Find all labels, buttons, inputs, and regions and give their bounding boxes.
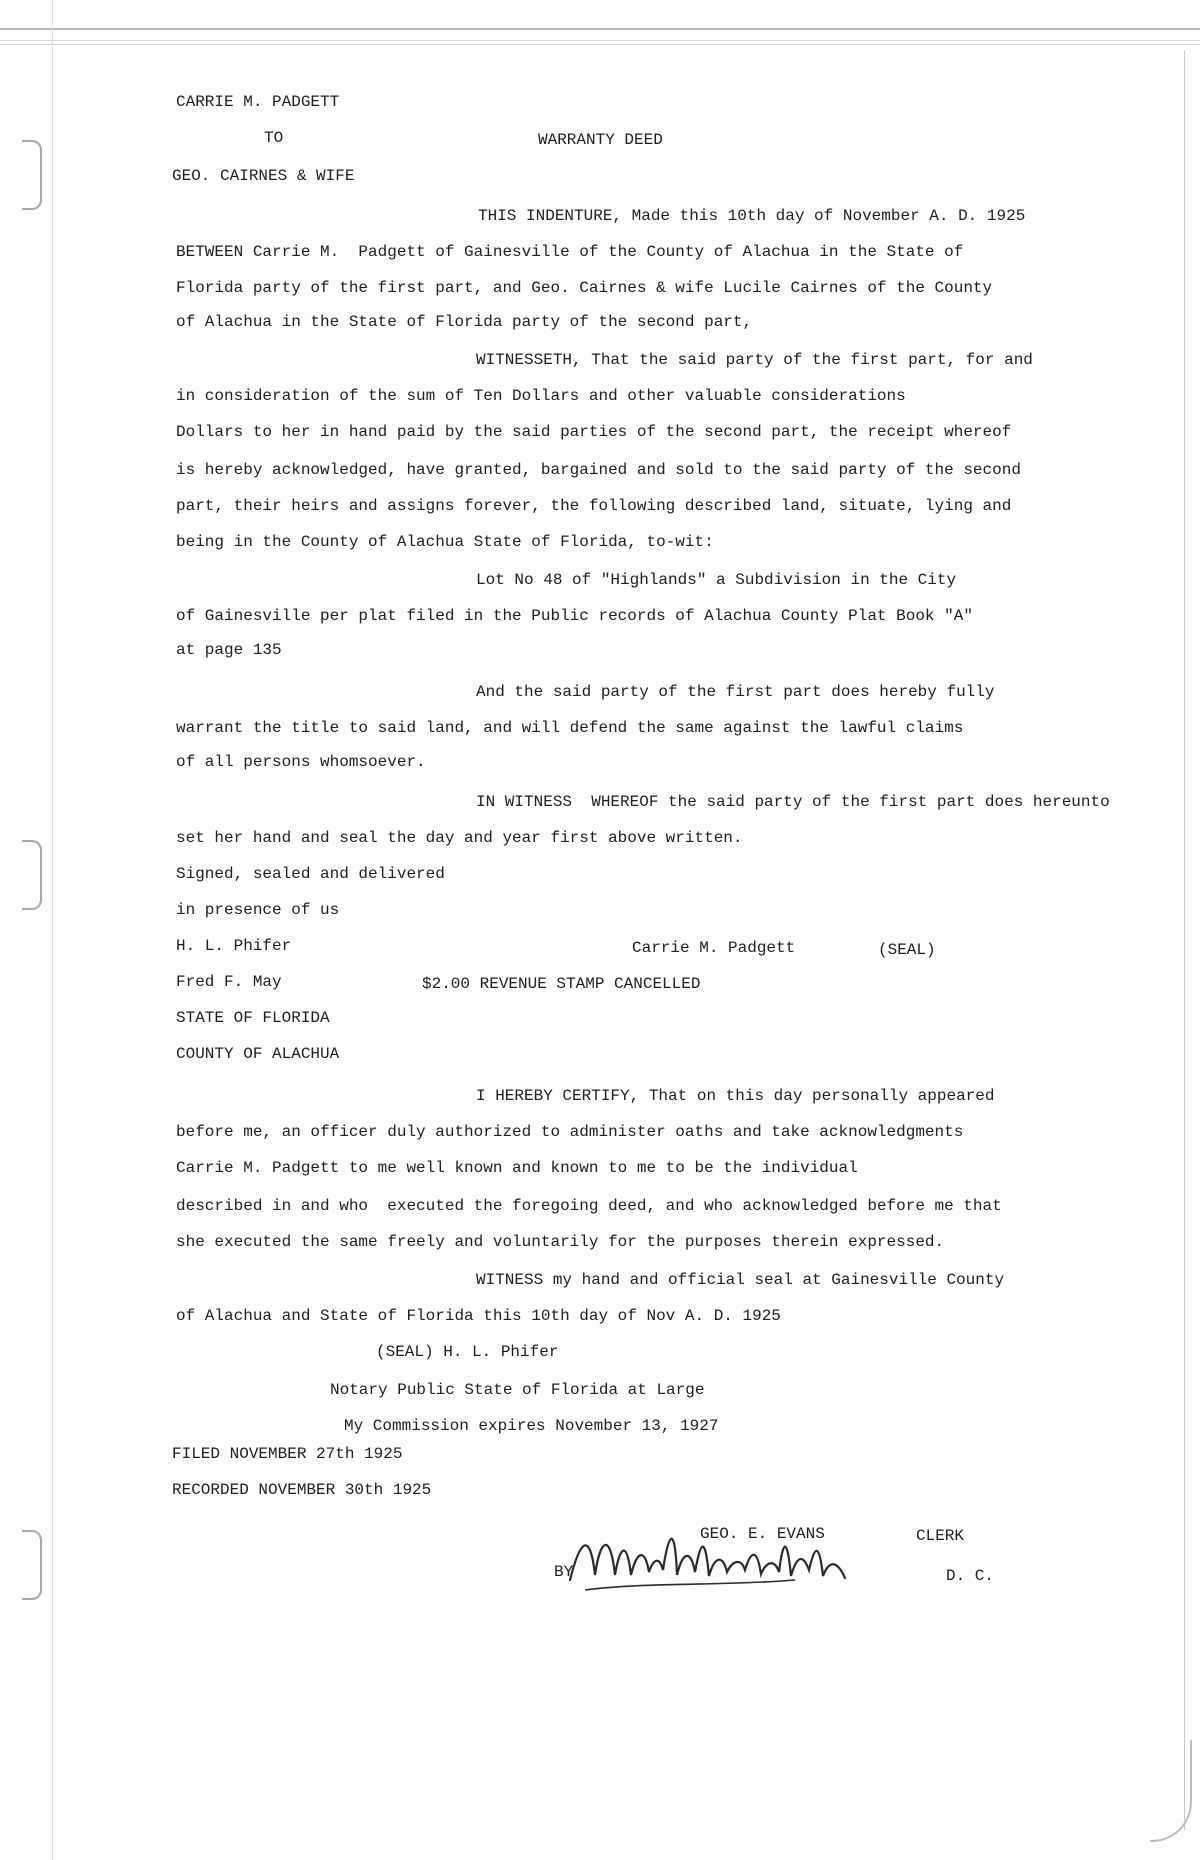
- venue-state: STATE OF FLORIDA: [176, 1009, 330, 1027]
- legal-description: of Gainesville per plat filed in the Public records of Alachua County Plat Book "A": [176, 607, 973, 625]
- body-line: IN WITNESS WHEREOF the said party of the first part does hereunto: [476, 793, 1110, 811]
- grantor-caption: CARRIE M. PADGETT: [176, 93, 340, 111]
- acknowledgment-line: WITNESS my hand and official seal at Gainesville County: [476, 1271, 1005, 1289]
- body-line: of Alachua in the State of Florida party of the second part,: [176, 313, 753, 331]
- body-line: is hereby acknowledged, have granted, bargained and sold to the said party of the second: [176, 461, 1021, 479]
- recorded-date: RECORDED NOVEMBER 30th 1925: [172, 1481, 432, 1499]
- acknowledgment-line: I HEREBY CERTIFY, That on this day personally appeared: [476, 1087, 995, 1105]
- right-page-edge: [1184, 50, 1185, 1830]
- deputy-clerk-signature: [565, 1520, 885, 1600]
- clerk-title: CLERK: [916, 1527, 965, 1545]
- notary-title: Notary Public State of Florida at Large: [330, 1381, 705, 1399]
- seal-mark: (SEAL): [878, 941, 936, 959]
- acknowledgment-line: before me, an officer duly authorized to administer oaths and take acknowledgments: [176, 1123, 964, 1141]
- notary-commission: My Commission expires November 13, 1927: [344, 1417, 719, 1435]
- witness-name: Fred F. May: [176, 973, 282, 991]
- venue-county: COUNTY OF ALACHUA: [176, 1045, 340, 1063]
- top-border: [0, 28, 1200, 41]
- body-line: warrant the title to said land, and will defend the same against the lawful claims: [176, 719, 964, 737]
- legal-description: at page 135: [176, 641, 282, 659]
- grantee-caption: GEO. CAIRNES & WIFE: [172, 167, 355, 185]
- body-line: part, their heirs and assigns forever, the following described land, situate, lying and: [176, 497, 1012, 515]
- clerk-name: GEO. E. EVANS: [700, 1525, 825, 1543]
- binder-hole-middle: [22, 840, 42, 910]
- body-line: Dollars to her in hand paid by the said parties of the second part, the receipt whereof: [176, 423, 1012, 441]
- left-margin-rule: [52, 0, 53, 1860]
- notary-seal-line: (SEAL) H. L. Phifer: [376, 1343, 559, 1361]
- body-line: And the said party of the first part does hereby fully: [476, 683, 995, 701]
- binder-hole-top: [22, 140, 42, 210]
- grantor-signature: Carrie M. Padgett: [632, 939, 796, 957]
- body-line: in consideration of the sum of Ten Dollars and other valuable considerations: [176, 387, 906, 405]
- legal-description: Lot No 48 of "Highlands" a Subdivision in the City: [476, 571, 957, 589]
- caption-to: TO: [264, 129, 284, 147]
- acknowledgment-line: Carrie M. Padgett to me well known and known to me to be the individual: [176, 1159, 858, 1177]
- body-line: THIS INDENTURE, Made this 10th day of November A. D. 1925: [478, 207, 1026, 225]
- acknowledgment-line: described in and who executed the foregoing deed, and who acknowledged before me that: [176, 1197, 1002, 1215]
- body-line: WITNESSETH, That the said party of the first part, for and: [476, 351, 1033, 369]
- body-line: Florida party of the first part, and Geo. Cairnes & wife Lucile Cairnes of the County: [176, 279, 993, 297]
- filed-date: FILED NOVEMBER 27th 1925: [172, 1445, 403, 1463]
- deputy-clerk-label: D. C.: [946, 1567, 995, 1585]
- document-title: WARRANTY DEED: [538, 131, 663, 149]
- body-line: of all persons whomsoever.: [176, 753, 426, 771]
- top-border-inner: [0, 44, 1200, 45]
- witness-name: H. L. Phifer: [176, 937, 292, 955]
- revenue-stamp-note: $2.00 REVENUE STAMP CANCELLED: [422, 975, 701, 993]
- binder-hole-bottom: [22, 1530, 42, 1600]
- acknowledgment-line: of Alachua and State of Florida this 10th day of Nov A. D. 1925: [176, 1307, 781, 1325]
- body-line: Signed, sealed and delivered: [176, 865, 445, 883]
- page-corner-curl: [1150, 1740, 1192, 1842]
- acknowledgment-line: she executed the same freely and voluntarily for the purposes therein expressed.: [176, 1233, 945, 1251]
- body-line: BETWEEN Carrie M. Padgett of Gainesville of the County of Alachua in the State of: [176, 243, 964, 261]
- body-line: in presence of us: [176, 901, 340, 919]
- by-label: BY: [554, 1563, 574, 1581]
- body-line: set her hand and seal the day and year first above written.: [176, 829, 743, 847]
- body-line: being in the County of Alachua State of Florida, to-wit:: [176, 533, 714, 551]
